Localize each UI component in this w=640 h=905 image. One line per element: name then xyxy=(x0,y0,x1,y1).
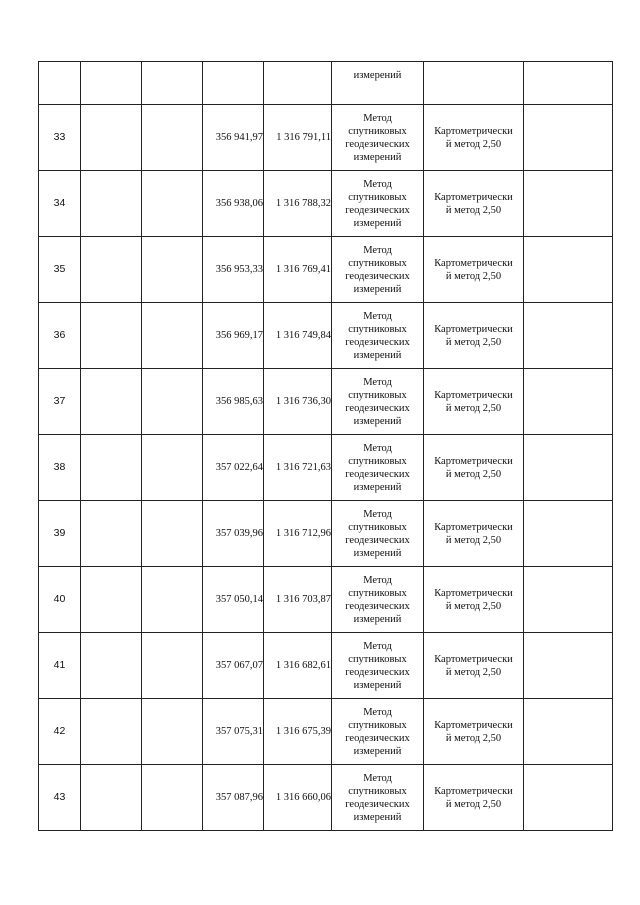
table-row xyxy=(39,105,613,171)
cell-empty xyxy=(142,171,203,237)
cell-y-coordinate: 1 316 788,32 xyxy=(264,171,332,237)
cell-accuracy: Картометрически й метод 2,50 xyxy=(424,237,524,303)
cell-empty xyxy=(142,237,203,303)
coordinates-table xyxy=(38,61,613,831)
cell-empty xyxy=(81,435,142,501)
cell-empty xyxy=(142,62,203,105)
cell-x-coordinate: 357 067,07 xyxy=(203,633,264,699)
cell-accuracy: Картометрически й метод 2,50 xyxy=(424,501,524,567)
cell-method: Метод спутниковых геодезических измерений xyxy=(332,105,424,171)
cell-empty xyxy=(81,237,142,303)
table-row xyxy=(39,765,613,831)
cell-empty xyxy=(142,765,203,831)
cell-empty xyxy=(524,303,613,369)
cell-method: Метод спутниковых геодезических измерений xyxy=(332,369,424,435)
cell-y-coordinate: 1 316 675,39 xyxy=(264,699,332,765)
cell-empty xyxy=(81,369,142,435)
cell-empty xyxy=(142,369,203,435)
cell-accuracy: Картометрически й метод 2,50 xyxy=(424,699,524,765)
cell-empty xyxy=(81,303,142,369)
cell-y-coordinate: 1 316 721,63 xyxy=(264,435,332,501)
cell-method: Метод спутниковых геодезических измерений xyxy=(332,765,424,831)
cell-method: Метод спутниковых геодезических измерений xyxy=(332,501,424,567)
cell-empty xyxy=(81,105,142,171)
table-body xyxy=(39,62,613,831)
cell-point-number: 33 xyxy=(39,105,81,171)
cell-empty xyxy=(142,303,203,369)
table-row xyxy=(39,303,613,369)
cell-method: Метод спутниковых геодезических измерений xyxy=(332,303,424,369)
cell-y-coordinate: 1 316 736,30 xyxy=(264,369,332,435)
cell-y-coordinate: 1 316 749,84 xyxy=(264,303,332,369)
cell-accuracy: Картометрически й метод 2,50 xyxy=(424,567,524,633)
cell-empty xyxy=(524,567,613,633)
table-row xyxy=(39,237,613,303)
cell-x-coordinate: 357 087,96 xyxy=(203,765,264,831)
cell-point-number: 38 xyxy=(39,435,81,501)
cell-accuracy: Картометрически й метод 2,50 xyxy=(424,303,524,369)
cell-y-coordinate: 1 316 769,41 xyxy=(264,237,332,303)
cell-point-number: 41 xyxy=(39,633,81,699)
cell-accuracy: Картометрически й метод 2,50 xyxy=(424,369,524,435)
cell-empty xyxy=(142,633,203,699)
cell-empty xyxy=(142,105,203,171)
cell-y-coordinate: 1 316 660,06 xyxy=(264,765,332,831)
cell-empty xyxy=(524,699,613,765)
cell-point-number: 35 xyxy=(39,237,81,303)
cell-x-coordinate: 356 985,63 xyxy=(203,369,264,435)
cell-accuracy: Картометрически й метод 2,50 xyxy=(424,765,524,831)
cell-method: Метод спутниковых геодезических измерений xyxy=(332,633,424,699)
cell-empty xyxy=(524,369,613,435)
cell-x-coordinate xyxy=(203,62,264,105)
cell-empty xyxy=(81,501,142,567)
cell-x-coordinate: 356 969,17 xyxy=(203,303,264,369)
cell-y-coordinate: 1 316 712,96 xyxy=(264,501,332,567)
cell-accuracy: Картометрически й метод 2,50 xyxy=(424,171,524,237)
cell-method: Метод спутниковых геодезических измерений xyxy=(332,171,424,237)
cell-empty xyxy=(81,699,142,765)
cell-empty xyxy=(142,699,203,765)
cell-empty xyxy=(524,435,613,501)
cell-point-number: 39 xyxy=(39,501,81,567)
cell-y-coordinate: 1 316 703,87 xyxy=(264,567,332,633)
table-row xyxy=(39,369,613,435)
cell-method: измерений xyxy=(332,62,424,105)
cell-empty xyxy=(81,765,142,831)
cell-empty xyxy=(81,62,142,105)
cell-empty xyxy=(142,567,203,633)
cell-empty xyxy=(524,633,613,699)
cell-y-coordinate: 1 316 791,11 xyxy=(264,105,332,171)
cell-point-number: 36 xyxy=(39,303,81,369)
cell-x-coordinate: 356 938,06 xyxy=(203,171,264,237)
cell-x-coordinate: 357 039,96 xyxy=(203,501,264,567)
cell-x-coordinate: 356 953,33 xyxy=(203,237,264,303)
cell-method: Метод спутниковых геодезических измерений xyxy=(332,567,424,633)
cell-empty xyxy=(524,765,613,831)
cell-empty xyxy=(524,62,613,105)
cell-method: Метод спутниковых геодезических измерений xyxy=(332,435,424,501)
cell-accuracy: Картометрически й метод 2,50 xyxy=(424,105,524,171)
table-row xyxy=(39,171,613,237)
cell-x-coordinate: 357 050,14 xyxy=(203,567,264,633)
cell-point-number xyxy=(39,62,81,105)
table-row-continuation xyxy=(39,62,613,105)
cell-point-number: 42 xyxy=(39,699,81,765)
cell-accuracy: Картометрически й метод 2,50 xyxy=(424,435,524,501)
cell-empty xyxy=(81,633,142,699)
cell-method: Метод спутниковых геодезических измерений xyxy=(332,237,424,303)
table-row xyxy=(39,633,613,699)
cell-y-coordinate xyxy=(264,62,332,105)
cell-empty xyxy=(524,105,613,171)
cell-empty xyxy=(524,171,613,237)
table-row xyxy=(39,699,613,765)
cell-empty xyxy=(142,435,203,501)
cell-point-number: 40 xyxy=(39,567,81,633)
cell-method: Метод спутниковых геодезических измерений xyxy=(332,699,424,765)
cell-point-number: 34 xyxy=(39,171,81,237)
cell-x-coordinate: 357 022,64 xyxy=(203,435,264,501)
cell-accuracy: Картометрически й метод 2,50 xyxy=(424,633,524,699)
cell-empty xyxy=(142,501,203,567)
table-row xyxy=(39,435,613,501)
cell-empty xyxy=(524,501,613,567)
table-row xyxy=(39,501,613,567)
table-row xyxy=(39,567,613,633)
cell-y-coordinate: 1 316 682,61 xyxy=(264,633,332,699)
cell-empty xyxy=(81,567,142,633)
cell-point-number: 37 xyxy=(39,369,81,435)
cell-accuracy xyxy=(424,62,524,105)
cell-empty xyxy=(524,237,613,303)
cell-x-coordinate: 356 941,97 xyxy=(203,105,264,171)
cell-point-number: 43 xyxy=(39,765,81,831)
cell-x-coordinate: 357 075,31 xyxy=(203,699,264,765)
cell-empty xyxy=(81,171,142,237)
